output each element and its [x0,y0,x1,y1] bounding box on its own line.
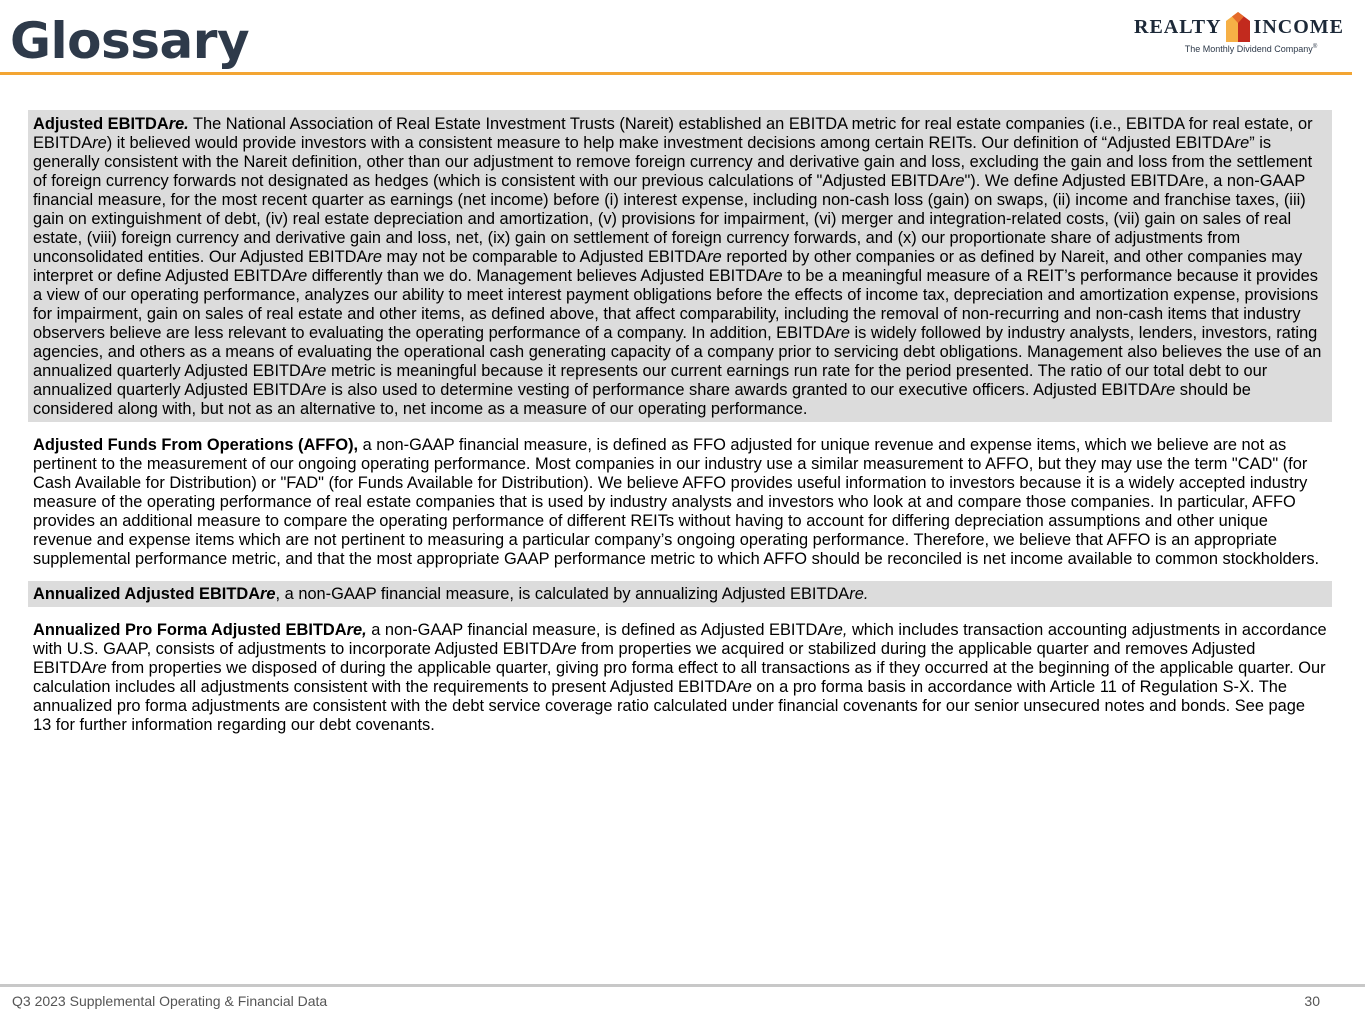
title-divider [0,72,1352,75]
logo-tagline: The Monthly Dividend Company® [1184,44,1318,54]
glossary-text-segment: differently than we do. Management believes Adjusted EBITDA [307,267,768,285]
glossary-text-segment: to be a meaningful measure of a REIT’s performance because it provides a view of our operating performance, analyzes our ability to meet interest payment obligations before the effects of income tax, depreciation and amortization expense, provisions for impairment, gain on sales of real estate and other items, as defined above, that affect comparability, including the removal of non-recurring and non-cash items that industry observers believe are less relevant to evaluating the operating performance of a company. In addition, EBITDA [33,267,1319,342]
glossary-entry-adjusted-ebitdare [28,110,1332,422]
glossary-text-segment: re [1234,134,1250,152]
glossary-text-segment: re [92,134,107,152]
glossary-text-segment: should be considered along with, but not as an alternative to, net income as a measure of our operating performance. [33,381,1251,418]
glossary-text-segment: re [737,678,752,696]
glossary-text-segment: a non-GAAP financial measure, is defined as Adjusted EBITDA [366,621,829,639]
page-title: Glossary [10,12,250,70]
glossary-term: Adjusted EBITDA [33,115,169,133]
glossary-text-segment: re [311,362,327,380]
page-number: 30 [1304,993,1320,1009]
glossary-text-segment: a non-GAAP financial measure, is defined as FFO adjusted for unique revenue and expense items, which we believe are not as pertinent to the measurement of our ongoing operating performance. Most companies in our industry use a similar measurement to AFFO, but they may use the term "CAD" (for Cash Available for Distribution) or "FAD" (for Funds Available for Distribution). We believe AFFO provides useful information to investors because it is a widely accepted industry measure of the operating performance of real estate companies that is used by industry analysts and investors who look at and compare those companies. In particular, AFFO provides an additional measure to compare the operating performance of different REITs without having to account for differing depreciation assumptions and other unique revenue and expense items which are not pertinent to measuring a particular company’s ongoing operating performance. Therefore, we believe that AFFO is an appropriate supplemental performance metric, and that the most appropriate GAAP performance metric to which AFFO should be reconciled is net income available to common stockholders. [33,436,1320,568]
glossary-text-segment: re [367,248,382,266]
glossary-text-segment: re [562,640,577,658]
glossary-text-segment: which includes transaction accounting adjustments in accordance with U.S. GAAP, consists of adjustments to incorporate Adjusted EBITDA [33,621,1327,658]
glossary-entry-affo [28,431,1332,572]
glossary-text-segment: may not be comparable to Adjusted EBITDA [381,248,708,266]
house-logo-icon [1225,11,1251,43]
glossary-text-segment: re [707,248,722,266]
glossary-text-segment: from properties we disposed of during the applicable quarter, giving pro forma effect to all transactions as if they occurred at the beginning of the applicable quarter. Our calculation includes all adjustments consistent with the requirements to present Adjusted EBITDA [33,659,1326,696]
glossary-text-segment: re [949,172,965,190]
glossary-term: Annualized Pro Forma Adjusted EBITDA [33,621,347,639]
footer-divider [0,984,1365,987]
glossary-text-segment: metric is meaningful because it represents our current earnings run rate for the period presented. The ratio of our total debt to our annualized quarterly Adjusted EBITDA [33,362,1268,399]
glossary-text-segment: re [292,267,308,285]
glossary-term: Annualized Adjusted EBITDA [33,585,261,603]
glossary-entry-annualized-adjusted-ebitdare [28,581,1332,607]
glossary-text-segment: re, [828,621,848,639]
company-logo [1134,10,1344,62]
glossary-entry-annualized-pro-forma-adjusted-ebitdare [28,616,1332,738]
glossary-text-segment: re, [346,621,367,639]
logo-wordmark [1134,10,1344,44]
glossary-text-segment: reported by other companies or as defined by Nareit, and other companies may interpret or define Adjusted EBITDA [33,248,1303,285]
glossary-text-segment: re [1160,381,1176,399]
glossary-text-segment: re [92,659,107,677]
glossary-text-segment: , a non-GAAP financial measure, is calculated by annualizing Adjusted EBITDA [275,585,850,603]
glossary-text-segment: is also used to determine vesting of performance share awards granted to our executive officers. Adjusted EBITDA [326,381,1161,399]
logo-word-right: INCOME [1253,15,1344,38]
logo-word-left: REALTY [1134,15,1222,38]
glossary-list [28,110,1332,747]
glossary-text-segment: The National Association of Real Estate Investment Trusts (Nareit) established an EBITDA metric for real estate companies (i.e., EBITDA for real estate, or EBITDA [33,115,1313,152]
glossary-text-segment: re [767,267,783,285]
glossary-text-segment: re [311,381,327,399]
glossary-text-segment: ) it believed would provide investors with a consistent measure to help make investment decisions among certain REITs. Our definition of “Adjusted EBITDA [106,134,1235,152]
glossary-text-segment: ” is generally consistent with the Nareit definition, other than our adjustment to remove foreign currency and derivative gain and loss, excluding the gain and loss from the settlement of foreign currency forwards not designated as hedges (which is consistent with our previous calculations of "Adjusted EBITDA [33,134,1313,190]
glossary-text-segment: from properties we acquired or stabilized during the applicable quarter and removes Adjusted EBITDA [33,640,1256,677]
glossary-text-segment: on a pro forma basis in accordance with Article 11 of Regulation S-X. The annualized pro forma adjustments are consistent with the debt service coverage ratio calculated under financial covenants for our senior unsecured notes and bonds. See page 13 for further information regarding our debt covenants. [33,678,1305,734]
glossary-text-segment: re [835,324,850,342]
glossary-text-segment: is widely followed by industry analysts, lenders, investors, rating agencies, and others as a means of evaluating the operational cash generating capacity of a company prior to servicing debt obligations. Management also believes the use of an annualized quarterly Adjusted EBITDA [33,324,1322,380]
glossary-text-segment: re [260,585,276,603]
glossary-term: Adjusted Funds From Operations (AFFO), [33,436,359,454]
glossary-text-segment: re. [849,585,869,603]
glossary-text-segment: re. [168,115,189,133]
footer-report-title: Q3 2023 Supplemental Operating & Financial Data [12,993,328,1009]
glossary-text-segment: "). We define Adjusted EBITDAre, a non-GAAP financial measure, for the most recent quarter as earnings (net income) before (i) interest expense, including non-cash loss (gain) on swaps, (ii) income and franchise taxes, (iii) gain on extinguishment of debt, (iv) real estate depreciation and amortization, (v) provisions for impairment, (vi) merger and integration-related costs, (vii) gain on sales of real estate, (viii) foreign currency and derivative gain and loss, net, (ix) gain on settlement of foreign currency forwards, and (x) our proportionate share of adjustments from unconsolidated entities. Our Adjusted EBITDA [33,172,1306,266]
